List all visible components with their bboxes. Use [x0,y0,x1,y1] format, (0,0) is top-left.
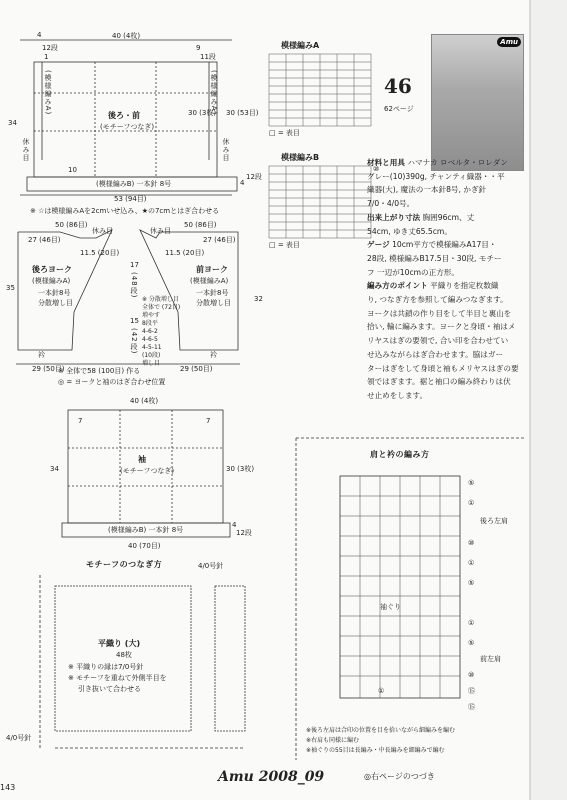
yoke-bottom-l: 29 (50目) [32,365,65,373]
yoke-mid-note-7: (10段) [142,352,161,359]
gauge-line-2: フ 一辺が10cmの正方形。 [367,267,459,277]
shoulder-num-1: ① [468,499,475,507]
yoke-mark-r: 衿 [210,351,217,359]
shoulder-title: 肩と衿の編み方 [370,450,430,459]
yoke-mid-note-5: 4-6-5 [142,336,158,343]
motif-note-3: 引き抜いて合わせる [78,685,141,693]
yoke-top-back: 50 (86目) [55,221,88,229]
yoke-front-tool: 一本針8号 [196,289,229,297]
yoke-mid-note-8: 増し目 [142,360,161,367]
body-dim-11: 11段 [200,53,216,61]
gauge-line-0: 10cm平方で模様編みA17目・ [392,240,497,250]
yoke-back-label: 後ろヨーク [32,265,72,274]
shoulder-foot-2: ※右肩も同様に編む [306,737,360,744]
body-right-rest: 休み目 [222,138,230,162]
yoke-height-l: 35 [6,284,15,292]
body-dim-12b: 12段 [246,173,262,181]
continue-note: ◎右ページのつづき [364,772,435,781]
yoke-mid-note-2: 増やす [142,312,161,319]
yoke-footnote-2: ◎ = ヨークと袖のはぎ合わせ位置 [58,378,166,386]
yoke-dim-115b: 11.5 (20目) [165,249,205,257]
motif-count: 48枚 [116,651,132,659]
footer-magazine: Amu 2008_09 [218,769,325,785]
body-count-3: 30 (3枚) [188,109,217,117]
yoke-dim-42: (42段) [130,328,138,355]
point-line-8: せ止めをします。 [367,390,428,400]
point-line-0: 平織りを指定枚数織 [430,281,499,291]
stitch-b-title: 模様編みB [281,153,320,162]
stitch-a-legend: □ = 表目 [269,129,300,137]
point-line-6: ターはぎをして身頃と袖もメリヤスはぎの要 [367,363,519,373]
model-photo-badge: Amu [497,37,521,47]
body-width-top: 40 (4枚) [112,32,141,40]
shoulder-num-6: ⑤ [468,639,475,647]
point-title: 編み方のポイント [367,281,428,291]
page-number: 143 [0,783,16,792]
body-label: 後ろ・前 [108,111,140,120]
materials-line-1: グレー(10)390g, チャンティ織器・・平 [367,171,505,181]
yoke-mid-note-0: ※ 分散増し目 [142,296,179,303]
yoke-mid-note-6: 4-5-11 [142,344,162,351]
shoulder-num-9: ① [378,687,385,695]
sleeve-star-7b: 7 [206,417,211,425]
point-line-2: ヨークは共鎖の作り目をして半目と裏山を [367,308,512,318]
body-width-bottom: 53 (94目) [114,195,147,203]
body-dim-4b: 4 [240,179,245,187]
yoke-bottom-r: 29 (50目) [180,365,213,373]
yoke-height-r: 32 [254,295,263,303]
motif-title: モチーフのつなぎ方 [86,560,163,569]
motif-hook-b: 4/0号針 [6,734,32,742]
point-line-3: 拾い, 輪に編みます。ヨークと身頃・袖はメ [367,322,516,332]
yoke-rest-l: 休み目 [92,227,113,235]
yoke-dim-17: 17 [130,261,139,269]
motif-note-2: ※ モチーフを重ねて外側半目を [68,674,167,682]
yoke-mid-note-4: 4-6-2 [142,328,158,335]
yoke-front-label: 前ヨーク [196,265,228,274]
gauge-title: ゲージ [367,240,390,250]
yoke-mid-notes [142,296,180,368]
body-left-rest: 休み目 [22,138,30,162]
stitch-b-note: ⑩ [373,165,380,173]
body-side-left: (模様編みA) [44,70,52,116]
gauge-line-1: 28段, 模様編みB17.5目・30段, モチー [367,253,502,263]
finished-title: 出来上がり寸法 [367,212,421,222]
yoke-footnote-1: ※ 全体で58 (100目) 作る [58,367,141,375]
shoulder-num-0: ⑤ [468,479,475,487]
shoulder-foot-3: ※袖ぐりの55目は長編み・中長編みを細編みで編む [306,747,445,754]
sleeve-height: 34 [50,465,59,473]
point-line-7: 領ではぎます。裾と袖口の編み終わりは伏 [367,377,511,387]
shoulder-num-7: ⑩ [468,671,475,679]
materials-block [367,156,527,403]
yoke-back-sub: (模様編みA) [32,277,71,285]
body-height: 34 [8,119,17,127]
yoke-back-tool: 一本針8号 [38,289,71,297]
motif-note-1: ※ 平織りの縁は7/0号針 [68,663,144,671]
stitch-a-title: 模様編みA [281,41,320,50]
yoke-top-front: 50 (86目) [184,221,217,229]
body-dim-12: 12段 [42,44,58,52]
shoulder-num-10: ⑮ [468,703,475,711]
yoke-mid-note-1: 全体で (72目) [142,304,181,311]
yoke-dim-27b: 27 (46目) [203,236,236,244]
shoulder-num-4: ⑤ [468,579,475,587]
yoke-mark-l: 衿 [38,351,45,359]
point-line-1: り, つなぎ方を参照して編みつなぎます。 [367,295,508,305]
motif-label: 平織り (大) [98,639,141,648]
shoulder-num-5: ① [468,619,475,627]
body-sublabel: (モチーフつなぎ) [100,123,155,131]
yoke-mid-note-3: 8段平 [142,320,158,327]
body-hem: (模様編みB) 一本針 8号 [96,180,172,188]
point-line-4: リヤスはぎの要領で, 合い印を合わせてい [367,336,509,346]
shoulder-sleeve-label: 袖ぐり [380,603,401,611]
sleeve-count: 30 (3枚) [226,465,255,473]
pattern-page-ref: 62ページ [384,105,414,113]
stitch-b-legend: □ = 表目 [269,241,300,249]
body-dim-9: 9 [196,44,201,52]
shoulder-front-label: 前左肩 [480,655,501,663]
pattern-number: 46 [384,74,412,98]
shoulder-num-3: ① [468,559,475,567]
finished-line-1: 54cm, ゆき丈65.5cm。 [367,226,452,236]
body-side-right: (模様編みA) [210,70,218,116]
yoke-front-sub: (模様編みA) [190,277,229,285]
shoulder-back-label: 後ろ左肩 [480,517,508,525]
materials-line-0: ハマナカ ロベルタ・ロレダン [407,158,508,167]
shoulder-num-8: ⑮ [468,687,475,695]
body-dim-1: 1 [44,53,49,61]
sleeve-top: 40 (4枚) [130,397,159,405]
model-photo [431,34,524,171]
point-line-5: せ込みながらはぎ合わせます。脇はガー [367,349,504,359]
yoke-dim-27: 27 (46目) [28,236,61,244]
materials-line-3: 7/0・4/0号。 [367,199,415,209]
sleeve-hem: (模様編みB) 一本針 8号 [108,526,184,534]
motif-hook-a: 4/0号針 [198,562,224,570]
yoke-front-dec: 分散増し目 [196,299,231,307]
body-dim-4: 4 [37,31,42,39]
finished-line-0: 胸囲96cm、丈 [422,212,475,222]
sleeve-dim-12: 12段 [236,529,252,537]
shoulder-num-2: ⑩ [468,539,475,547]
materials-title: 材料と用具 [367,158,405,167]
sleeve-dim-4: 4 [232,521,237,529]
body-note: ※ ☆は模様編みAを2cmいせ込み、★の7cmとはぎ合わせる [30,207,220,215]
shoulder-foot-1: ※後ろ左肩は合印の位置を目を拾いながら細編みを編む [306,727,456,734]
yoke-back-dec: 分散増し目 [38,299,73,307]
yoke-dim-15: 15 [130,317,139,325]
yoke-rest-r: 休み目 [150,227,171,235]
sleeve-star-7a: 7 [78,417,83,425]
body-count-53: 30 (53目) [226,109,259,117]
body-dim-10: 10 [68,166,77,174]
sleeve-sublabel: (モチーフつなぎ) [120,467,175,475]
yoke-dim-115a: 11.5 (20目) [80,249,120,257]
materials-line-2: 織器(大), 魔法の一本針8号, かぎ針 [367,185,487,195]
sleeve-label: 袖 [138,455,146,464]
sleeve-bottom: 40 (70目) [128,542,161,550]
yoke-dim-48: (48段) [130,272,138,299]
